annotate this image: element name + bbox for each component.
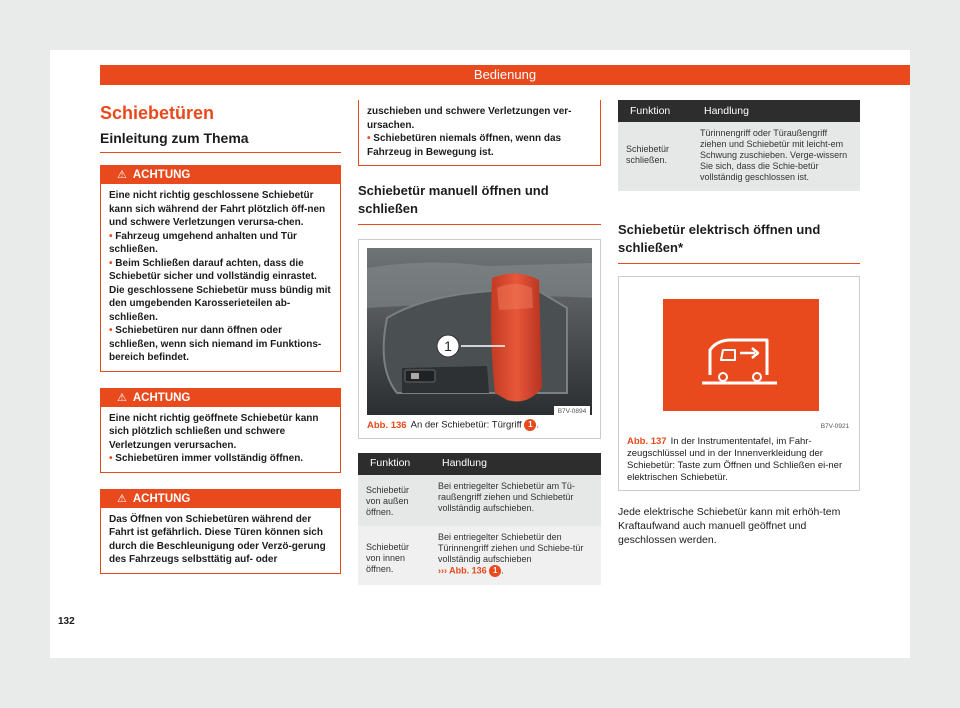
warning-text: Eine nicht richtig geschlossene Schiebetür kann sich während der Fahrt plötzlich öff-nen und schwere Verletzungen verursa-chen.: [109, 190, 326, 228]
table-row: [618, 122, 860, 191]
warning-header: ⚠ ACHTUNG: [101, 166, 340, 184]
middle-column: [358, 95, 601, 585]
warning-triangle-icon: ⚠: [117, 391, 127, 404]
warning-header: ⚠ ACHTUNG: [101, 490, 340, 508]
section-header-bar: Bedienung: [100, 65, 910, 85]
warning-triangle-icon: ⚠: [117, 492, 127, 505]
intro-subtitle: Einleitung zum Thema: [100, 130, 341, 153]
figure-137: [618, 276, 860, 491]
callout-1: 1: [444, 338, 452, 354]
section-title-electric: Schiebetür elektrisch öffnen und schließen*: [618, 221, 860, 264]
figure-136: [358, 239, 601, 439]
warning-box-3-continued: [358, 100, 601, 166]
table-header: Funktion: [618, 100, 692, 122]
warning-box-2: [100, 388, 341, 473]
warning-bullet: • Schiebetüren niemals öffnen, wenn das Fahrzeug in Bewegung ist.: [367, 133, 562, 158]
figure-code: B7V-0921: [820, 423, 850, 430]
page-title: Schiebetüren: [100, 103, 215, 123]
warning-triangle-icon: ⚠: [117, 169, 127, 181]
body-paragraph: Jede elektrische Schiebetür kann mit erhöh-tem Kraftaufwand auch manuell geöffnet und geschlossen werden.: [618, 506, 841, 546]
warning-text: Eine nicht richtig geöffnete Schiebetür kann sich plötzlich schließen und schwere Verletzungen verursachen.: [109, 412, 319, 451]
figure-code: B7V-0894: [557, 408, 587, 415]
figure-caption: Abb. 137 In der Instrumententafel, im Fahr-zeugschlüssel und in der Innenverkleidung der Schiebetür: Taste zum Öffnen und Schließen ei-ner elektrischen Schiebetür.: [627, 436, 843, 483]
figure-link[interactable]: ››› Abb. 136: [438, 564, 487, 575]
warning-bullet: • Schiebetüren immer vollständig öffnen.: [109, 453, 304, 464]
table-row: [358, 526, 601, 585]
warning-bullet: • Fahrzeug umgehend anhalten und Tür schließen.: [109, 230, 297, 255]
left-column: [100, 95, 341, 574]
warning-bullet: • Schiebetüren nur dann öffnen oder schließen, wenn sich niemand im Funktions-bereich befindet.: [109, 325, 322, 363]
section-title-manual: Schiebetür manuell öffnen und schließen: [358, 182, 601, 225]
callout-ref: 1: [524, 419, 536, 431]
table-cell: Bei entriegelter Schiebetür am Tü-raußengriff ziehen und Schiebetür vollständig aufschieben.: [430, 475, 601, 526]
table-cell: Schiebetür schließen.: [618, 122, 692, 191]
warning-box-1: [100, 165, 341, 372]
manual-page: [50, 50, 910, 658]
warning-box-3: [100, 489, 341, 574]
warning-text: Das Öffnen von Schiebetüren während der Fahrt ist gefährlich. Diese Türen können sich durch die Beschleunigung oder Verzö-gerung des Fahrzeugs selbsttätig auf- oder: [109, 513, 326, 565]
table-header: Funktion: [358, 453, 430, 475]
right-column: [618, 95, 860, 547]
close-table: [618, 100, 860, 191]
table-cell: Schiebetür von innen öffnen.: [358, 526, 430, 585]
door-handle-image: [367, 248, 592, 415]
warning-header: ⚠ ACHTUNG: [101, 389, 340, 407]
table-cell: Schiebetür von außen öffnen.: [358, 475, 430, 526]
table-cell: Türinnengriff oder Türaußengriff ziehen und Schiebetür mit leicht-em Schwung zuschieben. Verge-wissern Sie sich, dass die Schie-betür vollständig geschlossen ist.: [692, 122, 860, 191]
table-header: Handlung: [430, 453, 601, 475]
table-cell: Bei entriegelter Schiebetür den Türinnengriff ziehen und Schiebe-tür vollständig aufschieben ››› Abb. 136 1 .: [430, 526, 601, 585]
figure-caption: Abb. 136 An der Schiebetür: Türgriff 1 .: [367, 419, 539, 431]
warning-text: zuschieben und schwere Verletzungen ver-ursachen.: [367, 106, 572, 131]
manual-table: [358, 453, 601, 585]
electric-button-image: [627, 285, 851, 432]
table-row: [358, 475, 601, 526]
warning-bullet: • Beim Schließen darauf achten, dass die Schiebetür sicher und vollständig einrastet. Die geschlossene Schiebetür muss bündig mit den umgebenden Karosserieteilen ab-schließen.: [109, 257, 331, 323]
page-number: 132: [58, 616, 75, 627]
table-header: Handlung: [692, 100, 860, 122]
